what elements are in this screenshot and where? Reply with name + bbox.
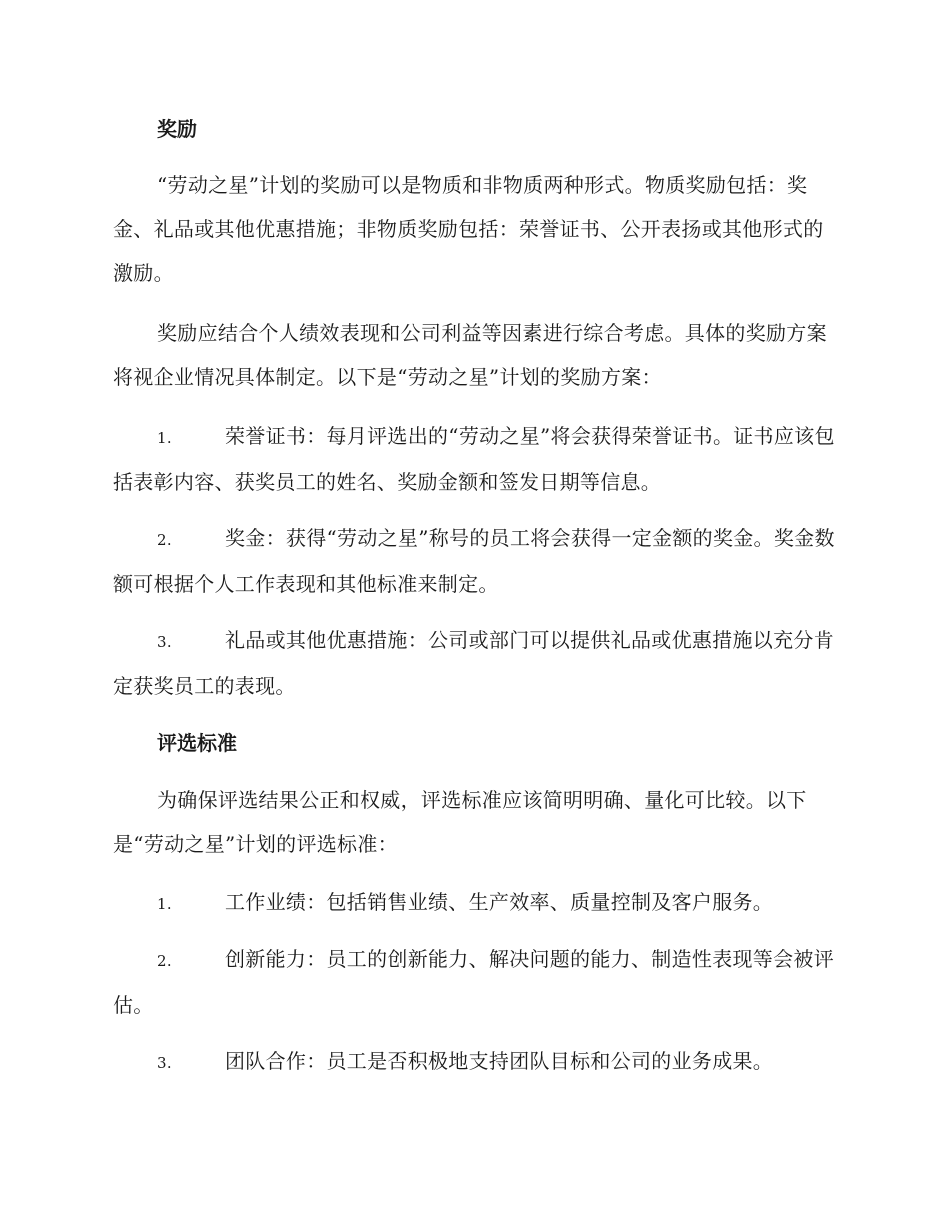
list-item-number: 3. (157, 633, 172, 651)
list-item-text: 工作业绩：包括销售业绩、生产效率、质量控制及客户服务。 (225, 890, 774, 914)
reward-list-item (113, 618, 843, 708)
criteria-list-item (113, 880, 843, 926)
rewards-paragraph-forms: “劳动之星”计划的奖励可以是物质和非物质两种形式。物质奖励包括：奖金、礼品或其他优惠措施；非物质奖励包括：荣誉证书、公开表扬或其他形式的激励。 (113, 173, 824, 285)
list-item-text: 奖金：获得“劳动之星”称号的员工将会获得一定金额的奖金。奖金数额可根据个人工作表现和其他标准来制定。 (113, 526, 835, 596)
section-heading-criteria: 评选标准 (157, 731, 237, 755)
list-item-text: 礼品或其他优惠措施：公司或部门可以提供礼品或优惠措施以充分肯定获奖员工的表现。 (113, 628, 834, 698)
list-item-number: 1. (157, 429, 172, 447)
reward-list-item (113, 516, 843, 606)
list-item-text: 团队合作：员工是否积极地支持团队目标和公司的业务成果。 (225, 1049, 774, 1073)
list-item-number: 3. (157, 1054, 172, 1072)
criteria-list-item (113, 937, 843, 1027)
list-item-number: 1. (157, 895, 172, 913)
section-heading-rewards: 奖励 (157, 117, 197, 141)
rewards-paragraph-plan: 奖励应结合个人绩效表现和公司利益等因素进行综合考虑。具体的奖励方案将视企业情况具体制定。以下是“劳动之星”计划的奖励方案： (113, 321, 827, 389)
reward-list-item (113, 414, 843, 504)
list-item-number: 2. (157, 952, 172, 970)
list-item-text: 荣誉证书：每月评选出的“劳动之星”将会获得荣誉证书。证书应该包括表彰内容、获奖员工的姓名、奖励金额和签发日期等信息。 (113, 424, 835, 494)
list-item-text: 创新能力：员工的创新能力、解决问题的能力、制造性表现等会被评估。 (113, 947, 834, 1017)
criteria-paragraph-intro: 为确保评选结果公正和权威，评选标准应该简明明确、量化可比较。以下是“劳动之星”计划的评选标准： (113, 788, 807, 856)
list-item-number: 2. (157, 531, 172, 549)
criteria-list-item (113, 1039, 843, 1085)
